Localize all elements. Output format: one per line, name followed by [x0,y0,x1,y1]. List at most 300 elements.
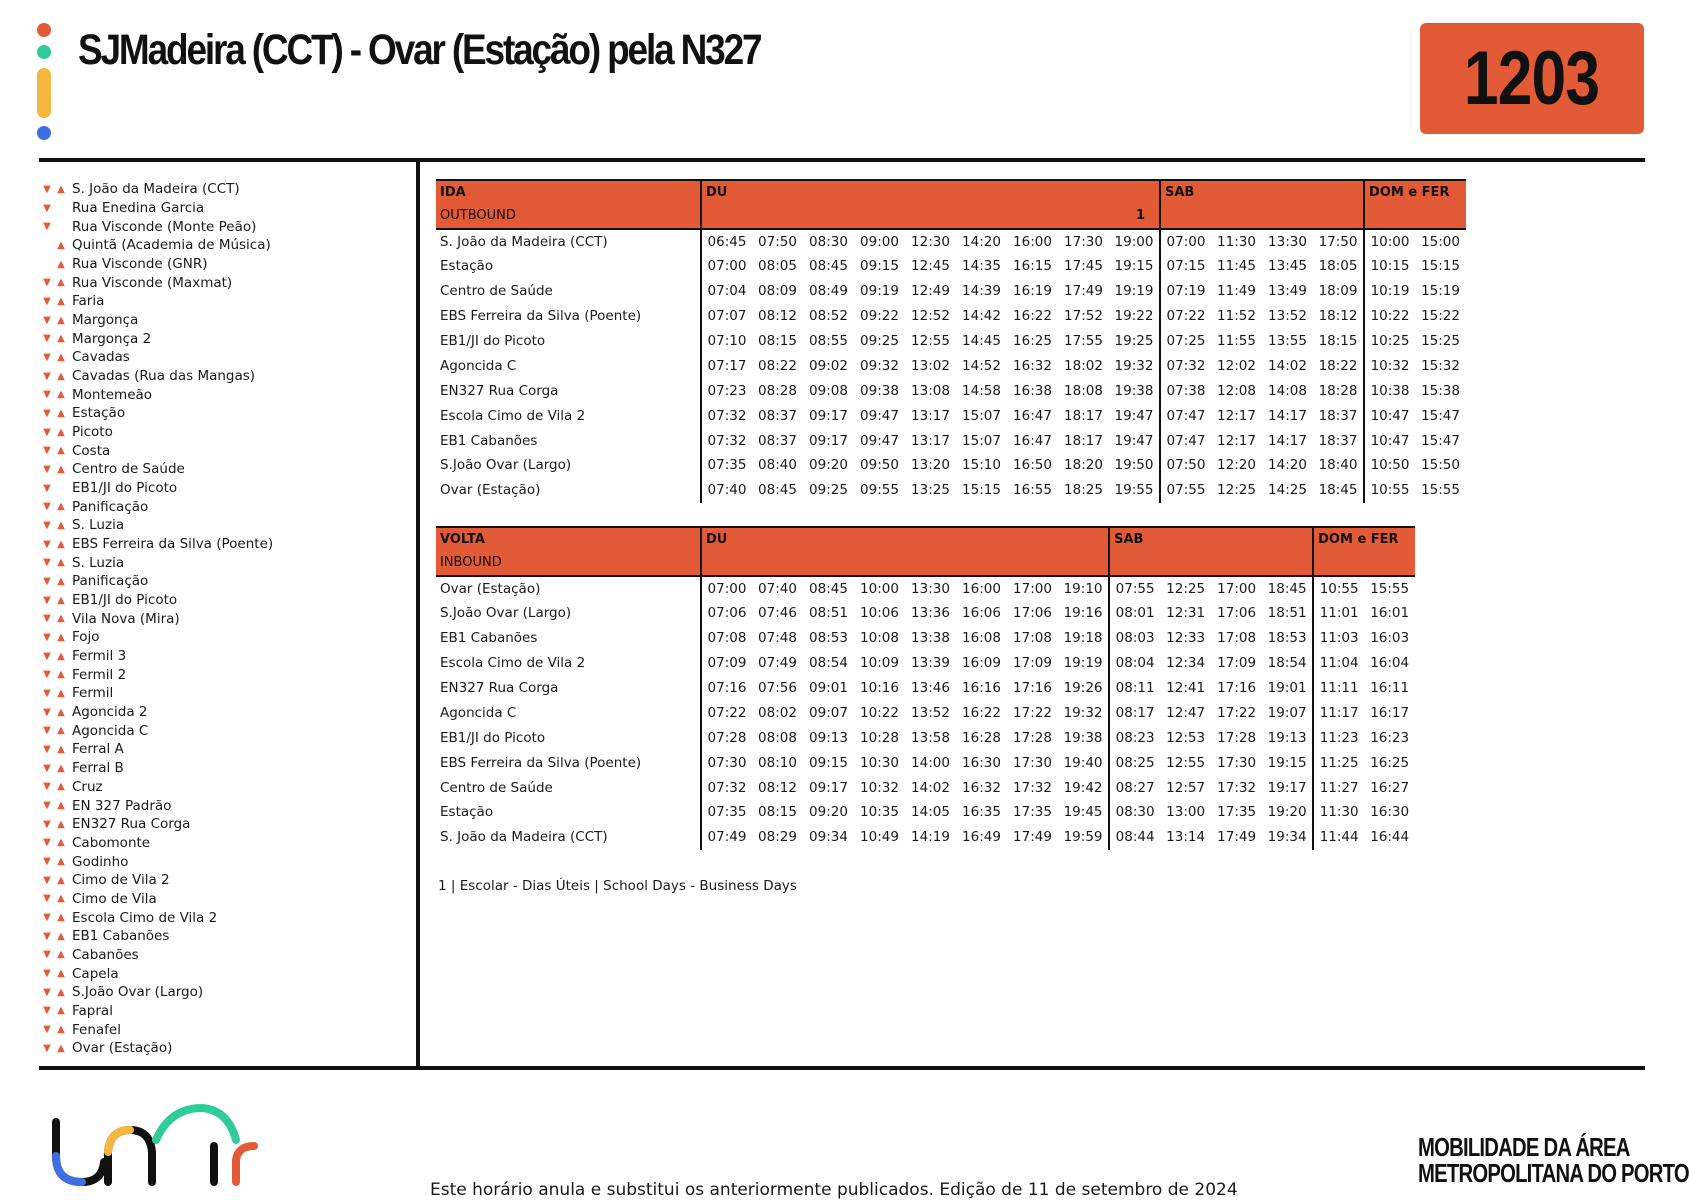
down-arrow-icon: ▼ [43,874,51,886]
time-cell: 17:50 [1318,233,1358,250]
time-cell: 14:17 [1268,432,1307,449]
up-arrow-icon: ▲ [57,519,65,531]
amp-logo-line2: METROPOLITANA DO PORTO [1418,1158,1689,1188]
up-arrow-icon: ▲ [57,613,65,625]
timetable-footnote: 1 | Escolar - Dias Úteis | School Days - Business Days [438,878,797,894]
down-arrow-icon: ▼ [43,463,51,475]
time-cell: 17:28 [1013,729,1052,746]
time-cell: 13:58 [911,729,950,746]
time-cell: 10:00 [860,580,899,597]
down-arrow-icon: ▼ [43,706,51,718]
time-cell: 16:47 [1013,432,1052,449]
time-cell: 13:55 [1268,333,1307,349]
time-cell: 08:15 [758,333,797,349]
stop-list-item [40,292,410,311]
time-cell: 15:38 [1421,382,1460,399]
time-cell: 07:32 [1160,353,1211,378]
time-cell: 18:17 [1064,432,1103,449]
stop-name: Quintã (Academia de Música) [72,237,271,254]
time-cell: 14:19 [911,829,950,846]
direction-label: IDA [436,180,701,205]
down-arrow-icon: ▼ [43,912,51,924]
time-cell: 15:32 [1421,357,1460,374]
time-cell: 08:52 [809,308,848,325]
up-arrow-icon: ▲ [57,389,65,401]
time-cell: 09:17 [809,779,848,796]
time-cell: 17:52 [1064,308,1103,325]
time-cell: 14:58 [962,382,1001,399]
time-cell: 15:00 [1421,233,1460,250]
time-cell: 08:53 [809,630,848,647]
time-cell: 19:55 [1114,482,1154,499]
time-cell: 15:15 [962,482,1001,499]
up-arrow-icon: ▲ [57,912,65,924]
time-cell: 16:15 [1013,258,1052,275]
time-cell: 10:28 [860,729,899,746]
time-cell: 11:01 [1313,601,1364,626]
stop-name: Agoncida C [72,722,149,739]
time-cell: 07:47 [1160,403,1211,428]
time-cell: 07:00 [701,576,752,601]
time-cell: 07:50 [1160,453,1211,478]
time-cell: 16:50 [1013,457,1052,474]
time-cell: 10:32 [860,779,899,796]
day-group-header: SAB [1160,180,1364,205]
stop-list-item [40,553,410,572]
time-cell: 11:03 [1313,626,1364,651]
time-cell: 11:17 [1313,700,1364,725]
time-cell: 08:03 [1109,626,1160,651]
time-cell: 17:16 [1013,680,1052,696]
timetable-row [436,576,1415,601]
stop-name: Rua Visconde (GNR) [72,256,208,273]
stop-name: Cabomonte [72,834,151,851]
time-cell: 08:05 [758,258,797,275]
footnote-marker: 1 [701,205,1160,229]
timetable-row [436,825,1415,850]
up-arrow-icon: ▲ [57,407,65,419]
timetable-row [436,478,1466,503]
stop-name: Escola Cimo de Vila 2 [72,909,218,926]
time-cell: 17:28 [1217,729,1257,746]
time-cell: 15:47 [1421,407,1460,424]
up-arrow-icon: ▲ [57,538,65,550]
timetable-row [436,626,1415,651]
time-cell: 11:30 [1217,233,1256,250]
down-arrow-icon: ▼ [43,183,51,195]
time-cell: 19:16 [1063,605,1103,622]
stop-name-cell: Centro de Saúde [440,283,553,300]
time-cell: 09:15 [809,754,848,771]
time-cell: 15:55 [1370,580,1410,597]
stop-list-item [40,815,410,834]
time-cell: 12:55 [911,333,950,349]
time-cell: 11:27 [1313,775,1364,800]
stop-name-cell: S.João Ovar (Largo) [440,605,572,622]
time-cell: 17:08 [1217,630,1257,647]
time-cell: 10:32 [1364,353,1415,378]
amp-logo [1418,1134,1689,1186]
time-cell: 08:30 [1109,800,1160,825]
time-cell: 19:59 [1063,829,1103,846]
time-cell: 16:11 [1370,680,1410,696]
direction-sublabel: OUTBOUND [436,205,701,229]
stop-name: Fojo [72,629,100,646]
up-arrow-icon: ▲ [57,277,65,289]
time-cell: 10:00 [1364,229,1415,254]
time-cell: 17:00 [1217,580,1257,597]
time-cell: 19:19 [1063,655,1103,672]
stop-name-cell: EB1 Cabanões [440,432,538,449]
time-cell: 17:06 [1217,605,1257,622]
stop-name: Ferral A [72,741,124,758]
up-arrow-icon: ▲ [57,314,65,326]
stop-name-cell: S. João da Madeira (CCT) [440,233,608,250]
down-arrow-icon: ▼ [43,1005,51,1017]
down-arrow-icon: ▼ [43,202,51,214]
time-cell: 10:49 [860,829,899,846]
up-arrow-icon: ▲ [57,445,65,457]
up-arrow-icon: ▲ [57,594,65,606]
time-cell: 18:20 [1064,457,1103,474]
up-arrow-icon: ▲ [57,1005,65,1017]
time-cell: 17:16 [1217,680,1257,696]
time-cell: 13:52 [911,704,950,721]
stop-name-cell: Escola Cimo de Vila 2 [440,655,586,672]
stop-list-item [40,236,410,255]
stop-name: Margonça 2 [72,330,152,347]
stop-name: Godinho [72,853,129,870]
down-arrow-icon: ▼ [43,613,51,625]
footer-note: Este horário anula e substitui os anteriormente publicados. Edição de 11 de setembro de 2024 [430,1180,1238,1200]
time-cell: 11:11 [1313,676,1364,701]
stop-name: Capela [72,965,119,982]
route-number: 1203 [1464,36,1600,121]
time-cell: 09:02 [809,357,848,374]
time-cell: 08:17 [1109,700,1160,725]
up-arrow-icon: ▲ [57,1024,65,1036]
down-arrow-icon: ▼ [43,445,51,457]
stop-list-item [40,404,410,423]
down-arrow-icon: ▼ [43,1024,51,1036]
time-cell: 19:18 [1063,630,1103,647]
down-arrow-icon: ▼ [43,762,51,774]
down-arrow-icon: ▼ [43,856,51,868]
timetable-row [436,254,1466,279]
time-cell: 15:07 [962,432,1001,449]
up-arrow-icon: ▲ [57,258,65,270]
stop-name: Rua Visconde (Monte Peão) [72,218,257,235]
down-arrow-icon: ▼ [43,650,51,662]
time-cell: 07:30 [701,750,752,775]
time-cell: 09:07 [809,704,848,721]
stop-list-item [40,535,410,554]
time-cell: 07:23 [701,378,752,403]
down-arrow-icon: ▼ [43,781,51,793]
time-cell: 16:30 [962,754,1001,771]
stop-name-cell: EN327 Rua Corga [440,680,559,696]
time-cell: 07:07 [701,304,752,329]
timetable-row [436,725,1415,750]
time-cell: 18:37 [1318,432,1358,449]
stop-name: EN 327 Padrão [72,797,172,814]
time-cell: 16:30 [1370,804,1410,821]
timetable-row [436,800,1415,825]
stop-list-item [40,721,410,740]
stop-name: Vila Nova (Mira) [72,610,180,627]
time-cell: 07:38 [1160,378,1211,403]
direction-sublabel: INBOUND [436,552,701,576]
down-arrow-icon: ▼ [43,557,51,569]
down-arrow-icon: ▼ [43,295,51,307]
time-cell: 13:52 [1268,308,1307,325]
time-cell: 07:16 [701,676,752,701]
time-cell: 17:49 [1217,829,1257,846]
day-group-header: SAB [1109,527,1313,552]
up-arrow-icon: ▲ [57,837,65,849]
direction-label: VOLTA [436,527,701,552]
time-cell: 16:28 [962,729,1001,746]
footnote-marker [701,552,1109,576]
inbound-timetable [436,526,1415,850]
time-cell: 07:04 [701,279,752,304]
stop-name: Montemeão [72,386,153,403]
time-cell: 07:48 [758,630,797,647]
time-cell: 12:20 [1217,457,1256,474]
time-cell: 14:45 [962,333,1001,349]
time-cell: 18:12 [1318,308,1358,325]
time-cell: 19:19 [1114,283,1154,300]
time-cell: 11:45 [1217,258,1256,275]
time-cell: 13:45 [1268,258,1307,275]
stop-list-item [40,908,410,927]
stop-list-item [40,217,410,236]
down-arrow-icon: ▼ [43,930,51,942]
stop-name-cell: Estação [440,258,494,275]
time-cell: 14:17 [1268,407,1307,424]
time-cell: 09:00 [860,233,899,250]
green-dot [37,45,51,59]
stop-name-cell: EB1/JI do Picoto [440,729,546,746]
time-cell: 12:02 [1217,357,1256,374]
time-cell: 10:15 [1364,254,1415,279]
up-arrow-icon: ▲ [57,426,65,438]
stop-list-item [40,1039,410,1058]
orange-dot [37,23,51,37]
time-cell: 12:25 [1166,580,1206,597]
footnote-marker [1109,552,1313,576]
outbound-timetable [436,179,1466,503]
time-cell: 16:08 [962,630,1001,647]
time-cell: 09:32 [860,357,899,374]
stop-name: Fermil 2 [72,666,127,683]
time-cell: 09:20 [809,457,848,474]
time-cell: 16:19 [1013,283,1052,300]
stop-name: Fermil [72,685,114,702]
time-cell: 10:47 [1364,403,1415,428]
time-cell: 11:44 [1313,825,1364,850]
stop-list-item [40,684,410,703]
time-cell: 08:29 [758,829,797,846]
up-arrow-icon: ▲ [57,930,65,942]
time-cell: 19:38 [1063,729,1103,746]
time-cell: 15:47 [1421,432,1460,449]
stop-list-item [40,460,410,479]
time-cell: 09:34 [809,829,848,846]
stop-list-item [40,441,410,460]
down-arrow-icon: ▼ [43,743,51,755]
timetable-row [436,378,1466,403]
time-cell: 12:08 [1217,382,1256,399]
up-arrow-icon: ▲ [57,557,65,569]
timetable-row [436,428,1466,453]
stop-list-item [40,927,410,946]
footnote-marker [1364,205,1466,229]
up-arrow-icon: ▲ [57,781,65,793]
stop-list-item [40,385,410,404]
timetable-row [436,453,1466,478]
timetable-row [436,601,1415,626]
stop-list-item [40,180,410,199]
time-cell: 13:00 [1166,804,1206,821]
time-cell: 06:45 [701,229,752,254]
time-cell: 10:55 [1313,576,1364,601]
down-arrow-icon: ▼ [43,426,51,438]
time-cell: 10:50 [1364,453,1415,478]
stop-list-item [40,572,410,591]
time-cell: 19:32 [1063,704,1103,721]
stop-list-item [40,348,410,367]
stop-name: Fenafel [72,1021,121,1038]
time-cell: 09:01 [809,680,848,696]
stop-name: Faria [72,293,105,310]
brand-dots [36,23,52,141]
time-cell: 18:40 [1318,457,1358,474]
time-cell: 19:13 [1267,729,1307,746]
stop-name: Estação [72,405,126,422]
time-cell: 17:09 [1217,655,1257,672]
time-cell: 13:20 [911,457,950,474]
time-cell: 18:37 [1318,407,1358,424]
stop-list-item [40,199,410,218]
stop-name-cell: Estação [440,804,494,821]
time-cell: 15:15 [1421,258,1460,275]
time-cell: 13:02 [911,357,950,374]
time-cell: 18:28 [1318,382,1358,399]
time-cell: 15:25 [1421,333,1460,349]
stop-name: Margonça [72,312,139,329]
time-cell: 18:17 [1064,407,1103,424]
time-cell: 07:35 [701,800,752,825]
stop-name: S.João Ovar (Largo) [72,984,204,1001]
time-cell: 17:45 [1064,258,1103,275]
time-cell: 15:07 [962,407,1001,424]
time-cell: 19:25 [1114,333,1154,349]
stop-name: Panificação [72,573,149,590]
stop-name: Cimo de Vila 2 [72,872,170,889]
stop-name-cell: EB1 Cabanões [440,630,538,647]
time-cell: 14:02 [1268,357,1307,374]
stop-list-item [40,964,410,983]
time-cell: 15:50 [1421,457,1460,474]
time-cell: 18:09 [1318,283,1358,300]
up-arrow-icon: ▲ [57,239,65,251]
time-cell: 17:32 [1013,779,1052,796]
stop-name: S. Luzia [72,517,125,534]
time-cell: 13:38 [911,630,950,647]
stop-list-item [40,255,410,274]
time-cell: 12:17 [1217,407,1256,424]
time-cell: 08:54 [809,655,848,672]
time-cell: 15:19 [1421,283,1460,300]
time-cell: 10:22 [860,704,899,721]
time-cell: 12:30 [911,233,950,250]
time-cell: 14:35 [962,258,1001,275]
stop-name: Fermil 3 [72,648,127,665]
stop-name-cell: EBS Ferreira da Silva (Poente) [440,308,642,325]
time-cell: 17:49 [1013,829,1052,846]
time-cell: 17:22 [1013,704,1052,721]
time-cell: 07:17 [701,353,752,378]
footnote-marker [1160,205,1364,229]
blue-dot [37,126,51,140]
stop-name: Cimo de Vila [72,890,157,907]
down-arrow-icon: ▼ [43,1042,51,1054]
time-cell: 10:22 [1364,304,1415,329]
time-cell: 16:38 [1013,382,1052,399]
yellow-pill [37,68,51,118]
down-arrow-icon: ▼ [43,482,51,494]
time-cell: 14:42 [962,308,1001,325]
time-cell: 16:22 [962,704,1001,721]
time-cell: 07:06 [701,601,752,626]
time-cell: 08:12 [758,308,797,325]
time-cell: 14:25 [1268,482,1307,499]
time-cell: 13:25 [911,482,950,499]
bottom-divider [39,1066,1645,1070]
time-cell: 07:35 [701,453,752,478]
stop-name: Ovar (Estação) [72,1040,173,1057]
time-cell: 07:55 [1109,576,1160,601]
stop-list-item [40,852,410,871]
stop-list-item [40,665,410,684]
time-cell: 18:25 [1064,482,1103,499]
stop-list [40,180,410,1058]
up-arrow-icon: ▲ [57,968,65,980]
up-arrow-icon: ▲ [57,874,65,886]
time-cell: 19:10 [1063,580,1103,597]
time-cell: 12:17 [1217,432,1256,449]
time-cell: 09:08 [809,382,848,399]
stop-name-cell: Agoncida C [440,704,517,721]
time-cell: 19:32 [1114,357,1154,374]
up-arrow-icon: ▲ [57,575,65,587]
stop-list-item [40,647,410,666]
time-cell: 17:49 [1064,283,1103,300]
time-cell: 12:31 [1166,605,1206,622]
stop-name: S. Luzia [72,554,125,571]
stop-name: Centro de Saúde [72,461,185,478]
down-arrow-icon: ▼ [43,501,51,513]
day-group-header: DU [701,527,1109,552]
amp-logo-line1: MOBILIDADE DA ÁREA [1418,1132,1630,1162]
stop-name: Ferral B [72,760,124,777]
stop-name-cell: Ovar (Estação) [440,482,541,499]
time-cell: 08:04 [1109,651,1160,676]
time-cell: 19:38 [1114,382,1154,399]
time-cell: 18:22 [1318,357,1358,374]
stop-name-cell: EBS Ferreira da Silva (Poente) [440,754,642,771]
